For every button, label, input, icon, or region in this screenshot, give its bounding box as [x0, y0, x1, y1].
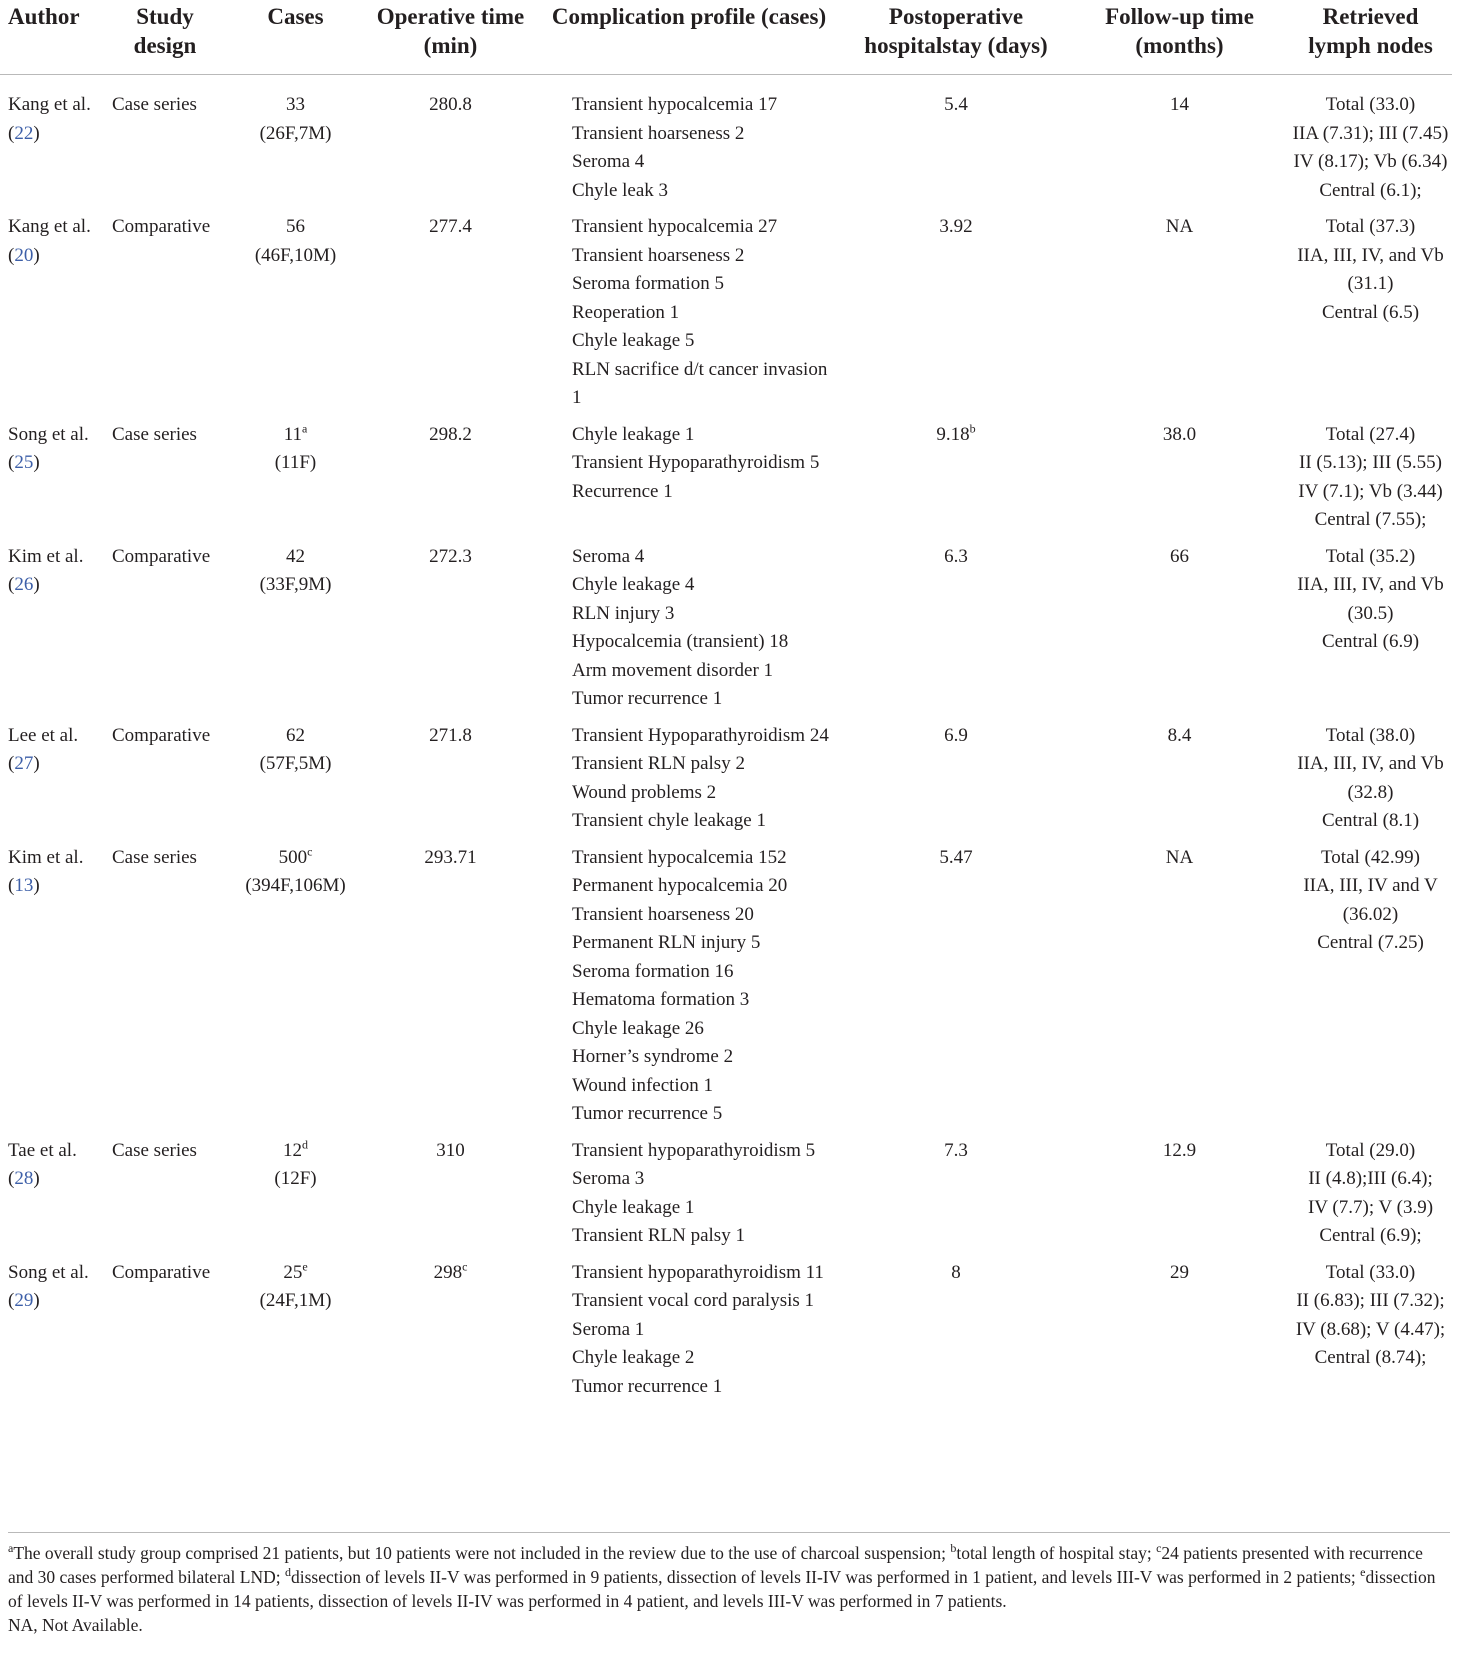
- lymph-node-item: IIA, III, IV, and Vb (31.1): [1297, 244, 1444, 294]
- author-cell: [0, 213, 104, 421]
- lymph-node-item: II (6.83); III (7.32);: [1296, 1290, 1445, 1311]
- author-name-close: ): [33, 452, 40, 473]
- complication-item: Transient Hypoparathyroidism 5: [572, 452, 820, 473]
- author-name-close: ): [33, 753, 40, 774]
- hospital-stay-cell: [842, 543, 1070, 722]
- lymph-nodes-cell: [1289, 213, 1452, 421]
- lymph-node-item: IIA, III, IV and V (36.02): [1303, 875, 1438, 925]
- complication-item: Chyle leakage 5: [572, 330, 695, 351]
- complication-item: Permanent RLN injury 5: [572, 932, 761, 953]
- operative-time-value: 280.8: [429, 94, 472, 115]
- author-cell: [0, 1259, 104, 1410]
- lymph-nodes-cell: [1289, 844, 1452, 1137]
- follow-up-cell: 38.0: [1162, 423, 1197, 445]
- table-row: [0, 421, 1452, 543]
- operative-time-cell: [365, 213, 536, 421]
- lymph-node-item: Total (33.0): [1325, 1261, 1416, 1283]
- study-design-cell: Case series: [112, 94, 197, 115]
- table-row: [0, 213, 1452, 421]
- complication-cell: [536, 543, 842, 722]
- lymph-node-item: Central (8.74);: [1314, 1347, 1427, 1368]
- hospital-stay-cell: [842, 1137, 1070, 1259]
- cases-count-line: [228, 421, 363, 450]
- cases-count-line: [228, 543, 363, 572]
- complication-item: Chyle leakage 4: [572, 574, 695, 595]
- lymph-nodes-cell: [1289, 722, 1452, 844]
- author-name: Tae et al. (: [8, 1139, 77, 1189]
- hospital-stay-value: 3.92: [939, 216, 973, 237]
- footnote-sup-e: e: [1360, 1565, 1366, 1580]
- lymph-node-item: Central (8.1): [1321, 810, 1420, 831]
- reference-link[interactable]: 13: [14, 875, 34, 896]
- hospital-stay-value: 9.18: [936, 423, 970, 445]
- complication-item: Transient hypoparathyroidism 11: [572, 1261, 824, 1283]
- lymph-node-item: Total (29.0): [1325, 1139, 1416, 1161]
- operative-time-cell: [365, 1259, 536, 1410]
- complication-cell: [536, 722, 842, 844]
- lymph-node-item: II (4.8);III (6.4);: [1308, 1168, 1433, 1189]
- complication-item: Seroma 3: [572, 1168, 645, 1189]
- header-follow-up: Follow-up time (months): [1070, 0, 1289, 75]
- lymph-node-item: Total (27.4): [1325, 423, 1416, 445]
- lymph-node-item: IIA (7.31); III (7.45): [1292, 122, 1449, 144]
- header-cases: Cases: [226, 0, 365, 75]
- cases-footnote-mark: a: [301, 421, 308, 436]
- complication-item: Hypocalcemia (transient) 18: [572, 631, 789, 652]
- study-design-cell: Comparative: [112, 216, 211, 237]
- cases-cell: [226, 844, 365, 1137]
- complication-item: Transient hoarseness 2: [572, 244, 745, 266]
- author-cell: [0, 543, 104, 722]
- cases-count-line: [228, 91, 363, 120]
- author-cell: [0, 722, 104, 844]
- operative-time-cell: [365, 421, 536, 543]
- table-row: [0, 1259, 1452, 1410]
- author-name: Song et al. (: [8, 1261, 89, 1311]
- hospital-stay-cell: [842, 722, 1070, 844]
- author-cell: [0, 75, 104, 214]
- cases-sex-breakdown: (33F,9M): [259, 574, 332, 595]
- cases-count: 500: [278, 846, 308, 868]
- complication-item: Tumor recurrence 5: [572, 1103, 723, 1124]
- operative-time-value: 277.4: [429, 216, 472, 237]
- lymph-node-item: Total (42.99): [1321, 846, 1420, 868]
- cases-count: 42: [286, 545, 305, 567]
- complication-item: Transient hoarseness 20: [572, 903, 754, 925]
- lymph-node-item: Central (6.5): [1321, 301, 1420, 323]
- table-row: [0, 722, 1452, 844]
- complication-cell: [536, 844, 842, 1137]
- author-cell: [0, 1137, 104, 1259]
- author-cell: [0, 844, 104, 1137]
- table-row: [0, 1137, 1452, 1259]
- author-name: Kang et al. (: [8, 216, 91, 266]
- lymph-nodes-cell: [1289, 543, 1452, 722]
- cases-footnote-mark: c: [307, 844, 313, 859]
- cases-count: 12: [283, 1139, 302, 1161]
- hospital-stay-cell: [842, 421, 1070, 543]
- complication-item: Transient hypocalcemia 17: [572, 94, 778, 115]
- cases-count-line: [228, 213, 363, 242]
- complication-item: Hematoma formation 3: [572, 989, 750, 1010]
- author-name: Kim et al. (: [8, 545, 84, 595]
- footnote-e: dissection of levels II-V was performed in 14 patients, dissection of levels II-IV was performed in 4 patient, and levels III-V was performed in 7 patients.: [8, 1567, 1436, 1611]
- complication-item: Wound problems 2: [572, 781, 717, 803]
- footnote-sup-b: b: [950, 1541, 957, 1556]
- footnote-na: NA, Not Available.: [8, 1615, 143, 1635]
- cases-cell: [226, 543, 365, 722]
- header-postoperative-stay: Postoperative hospitalstay (days): [842, 0, 1070, 75]
- complication-item: Chyle leakage 2: [572, 1347, 695, 1368]
- footnote-sup-d: d: [284, 1565, 291, 1580]
- complication-item: Reoperation 1: [572, 301, 680, 323]
- complication-item: RLN sacrifice d/t cancer invasion 1: [572, 358, 828, 408]
- cases-cell: [226, 75, 365, 214]
- author-name: Song et al. (: [8, 423, 89, 473]
- complication-item: Transient hypocalcemia 27: [572, 216, 778, 237]
- complication-item: Seroma formation 16: [572, 960, 734, 982]
- hospital-stay-value: 5.47: [939, 846, 973, 868]
- hospital-stay-footnote-mark: b: [969, 421, 976, 436]
- operative-time-value: 271.8: [429, 724, 472, 746]
- complication-item: RLN injury 3: [572, 602, 675, 624]
- table-body: [0, 75, 1452, 1410]
- table-footnotes: [8, 1532, 1450, 1637]
- cases-count: 11: [283, 423, 302, 445]
- lymph-node-item: Total (33.0): [1325, 94, 1416, 115]
- lymph-nodes-cell: [1289, 75, 1452, 214]
- lymph-node-item: Central (6.9);: [1319, 1225, 1422, 1246]
- complication-item: Seroma 4: [572, 545, 645, 567]
- table-row: [0, 844, 1452, 1137]
- operative-time-cell: [365, 1137, 536, 1259]
- study-design-cell: Case series: [112, 423, 197, 445]
- lymph-node-item: Central (6.9): [1321, 631, 1420, 652]
- lymph-node-item: II (5.13); III (5.55): [1299, 452, 1442, 473]
- header-operative-time: Operative time (min): [365, 0, 536, 75]
- complication-item: Transient Hypoparathyroidism 24: [572, 724, 829, 746]
- cases-sex-breakdown: (26F,7M): [259, 122, 332, 144]
- complication-item: Seroma formation 5: [572, 273, 724, 294]
- study-design-cell: Comparative: [112, 724, 211, 746]
- lymph-node-item: IIA, III, IV, and Vb (32.8): [1297, 753, 1444, 803]
- complication-item: Transient hoarseness 2: [572, 122, 745, 144]
- lymph-node-item: Central (7.55);: [1314, 509, 1427, 530]
- lymph-node-item: Central (6.1);: [1319, 179, 1422, 201]
- operative-time-value: 298.2: [429, 423, 472, 445]
- operative-time-value: 310: [436, 1139, 465, 1161]
- cases-count: 25: [283, 1261, 303, 1283]
- author-name: Kang et al. (: [8, 94, 91, 144]
- table-row: [0, 543, 1452, 722]
- complication-item: Chyle leakage 1: [572, 423, 695, 445]
- complication-item: Seroma 1: [572, 1318, 645, 1340]
- author-name-close: ): [33, 875, 40, 896]
- complication-cell: [536, 1259, 842, 1410]
- hospital-stay-value: 8: [951, 1261, 961, 1283]
- complication-item: Tumor recurrence 1: [572, 688, 723, 709]
- operative-time-cell: [365, 844, 536, 1137]
- follow-up-cell: 66: [1170, 545, 1189, 567]
- complication-item: Tumor recurrence 1: [572, 1375, 723, 1397]
- complication-item: Chyle leakage 26: [572, 1017, 704, 1039]
- operative-time-cell: [365, 543, 536, 722]
- complication-item: Arm movement disorder 1: [572, 659, 774, 681]
- cases-count-line: [228, 844, 363, 873]
- header-complication-profile: Complication profile (cases): [536, 0, 842, 75]
- footnote-paragraph: [8, 1541, 1450, 1613]
- header-lymph-nodes: Retrieved lymph nodes: [1289, 0, 1452, 75]
- study-design-cell: Case series: [112, 846, 197, 868]
- author-name-close: ): [33, 244, 40, 266]
- follow-up-cell: 14: [1170, 94, 1189, 115]
- lymph-node-item: IV (7.7); V (3.9): [1307, 1196, 1434, 1218]
- cases-count-line: [228, 722, 363, 751]
- cases-cell: [226, 421, 365, 543]
- study-design-cell: Comparative: [112, 545, 211, 567]
- complication-item: Permanent hypocalcemia 20: [572, 875, 788, 896]
- reference-link[interactable]: 29: [14, 1290, 34, 1311]
- cases-cell: [226, 1259, 365, 1410]
- footnote-b: total length of hospital stay;: [956, 1543, 1157, 1563]
- lymph-node-item: IV (7.1); Vb (3.44): [1298, 480, 1443, 502]
- follow-up-cell: NA: [1165, 846, 1194, 868]
- lymph-node-item: Total (37.3): [1325, 216, 1416, 237]
- cases-count-line: [228, 1137, 363, 1166]
- lymph-nodes-cell: [1289, 421, 1452, 543]
- complication-cell: [536, 421, 842, 543]
- complication-item: Recurrence 1: [572, 480, 673, 502]
- complication-item: Chyle leakage 1: [572, 1196, 695, 1218]
- cases-count: 33: [286, 94, 305, 115]
- cases-sex-breakdown: (24F,1M): [259, 1290, 332, 1311]
- complication-item: Transient chyle leakage 1: [572, 810, 766, 831]
- complication-cell: [536, 1137, 842, 1259]
- author-cell: [0, 421, 104, 543]
- lymph-node-item: IV (8.68); V (4.47);: [1295, 1318, 1446, 1340]
- table-row: [0, 75, 1452, 214]
- complication-item: Horner’s syndrome 2: [572, 1046, 734, 1067]
- complication-item: Transient vocal cord paralysis 1: [572, 1290, 815, 1311]
- author-name: Kim et al. (: [8, 846, 84, 896]
- footnote-sup-a: a: [8, 1541, 14, 1556]
- follow-up-cell: 8.4: [1167, 724, 1192, 746]
- hospital-stay-value: 5.4: [944, 94, 968, 115]
- follow-up-cell: 29: [1170, 1261, 1189, 1283]
- complication-item: Chyle leak 3: [572, 179, 669, 201]
- complication-item: Transient RLN palsy 1: [572, 1225, 745, 1246]
- footnote-d: dissection of levels II-V was performed in 9 patients, dissection of levels II-IV was performed in 1 patient, and levels III-V was performed in 2 patients;: [290, 1567, 1361, 1587]
- cases-count: 62: [286, 724, 305, 746]
- author-name-close: ): [33, 1168, 40, 1189]
- hospital-stay-cell: [842, 844, 1070, 1137]
- reference-link[interactable]: 27: [14, 753, 34, 774]
- lymph-nodes-cell: [1289, 1137, 1452, 1259]
- complication-item: Transient RLN palsy 2: [572, 753, 745, 774]
- cases-sex-breakdown: (394F,106M): [245, 875, 346, 896]
- operative-time-footnote-mark: c: [462, 1259, 468, 1274]
- hospital-stay-value: 6.3: [944, 545, 968, 567]
- lymph-node-item: Total (35.2): [1325, 545, 1416, 567]
- cases-sex-breakdown: (46F,10M): [254, 244, 337, 266]
- author-name-close: ): [33, 122, 40, 144]
- operative-time-cell: [365, 722, 536, 844]
- cases-cell: [226, 1137, 365, 1259]
- reference-link[interactable]: 25: [14, 452, 34, 473]
- cases-count-line: [228, 1259, 363, 1288]
- operative-time-value: 272.3: [429, 545, 472, 567]
- follow-up-cell: NA: [1165, 216, 1194, 237]
- reference-link[interactable]: 28: [14, 1168, 34, 1189]
- cases-sex-breakdown: (11F): [274, 452, 317, 473]
- cases-footnote-mark: e: [302, 1259, 308, 1274]
- author-name: Lee et al. (: [8, 724, 79, 774]
- operative-time-value: 298: [433, 1261, 463, 1283]
- study-design-cell: Case series: [112, 1139, 197, 1161]
- reference-link[interactable]: 22: [14, 122, 34, 144]
- reference-link[interactable]: 20: [14, 244, 34, 266]
- cases-sex-breakdown: (57F,5M): [259, 753, 332, 774]
- reference-link[interactable]: 26: [14, 574, 34, 595]
- header-study-design: Study design: [104, 0, 226, 75]
- hospital-stay-cell: [842, 1259, 1070, 1410]
- lymph-node-item: IIA, III, IV, and Vb (30.5): [1297, 574, 1444, 624]
- operative-time-value: 293.71: [424, 846, 477, 868]
- hospital-stay-value: 7.3: [944, 1139, 968, 1161]
- author-name-close: ): [33, 1290, 40, 1311]
- cases-cell: [226, 722, 365, 844]
- hospital-stay-value: 6.9: [944, 724, 968, 746]
- lymph-node-item: Total (38.0): [1325, 724, 1416, 746]
- lymph-node-item: IV (8.17); Vb (6.34): [1293, 151, 1448, 172]
- complication-item: Transient hypoparathyroidism 5: [572, 1139, 816, 1161]
- cases-footnote-mark: d: [302, 1137, 308, 1152]
- hospital-stay-cell: [842, 75, 1070, 214]
- lymph-node-item: Central (7.25): [1317, 932, 1424, 953]
- lymph-nodes-cell: [1289, 1259, 1452, 1410]
- footnote-c: 24 patients presented with recurrence and 30 cases performed bilateral LND;: [8, 1543, 1423, 1587]
- header-author: Author: [0, 0, 104, 75]
- complication-item: Transient hypocalcemia 152: [572, 846, 787, 868]
- footnote-a: The overall study group comprised 21 patients, but 10 patients were not included in the review due to the use of charcoal suspension;: [13, 1543, 951, 1563]
- study-design-cell: Comparative: [112, 1261, 211, 1283]
- complication-item: Wound infection 1: [572, 1074, 713, 1096]
- operative-time-cell: [365, 75, 536, 214]
- hospital-stay-cell: [842, 213, 1070, 421]
- cases-sex-breakdown: (12F): [274, 1168, 317, 1189]
- complication-item: Seroma 4: [572, 151, 645, 172]
- cases-count: 56: [286, 216, 305, 237]
- complication-cell: [536, 75, 842, 214]
- footnote-sup-c: c: [1156, 1541, 1162, 1556]
- table-header: [0, 0, 1452, 75]
- cases-cell: [226, 213, 365, 421]
- complication-cell: [536, 213, 842, 421]
- follow-up-cell: 12.9: [1162, 1139, 1197, 1161]
- author-name-close: ): [33, 574, 40, 595]
